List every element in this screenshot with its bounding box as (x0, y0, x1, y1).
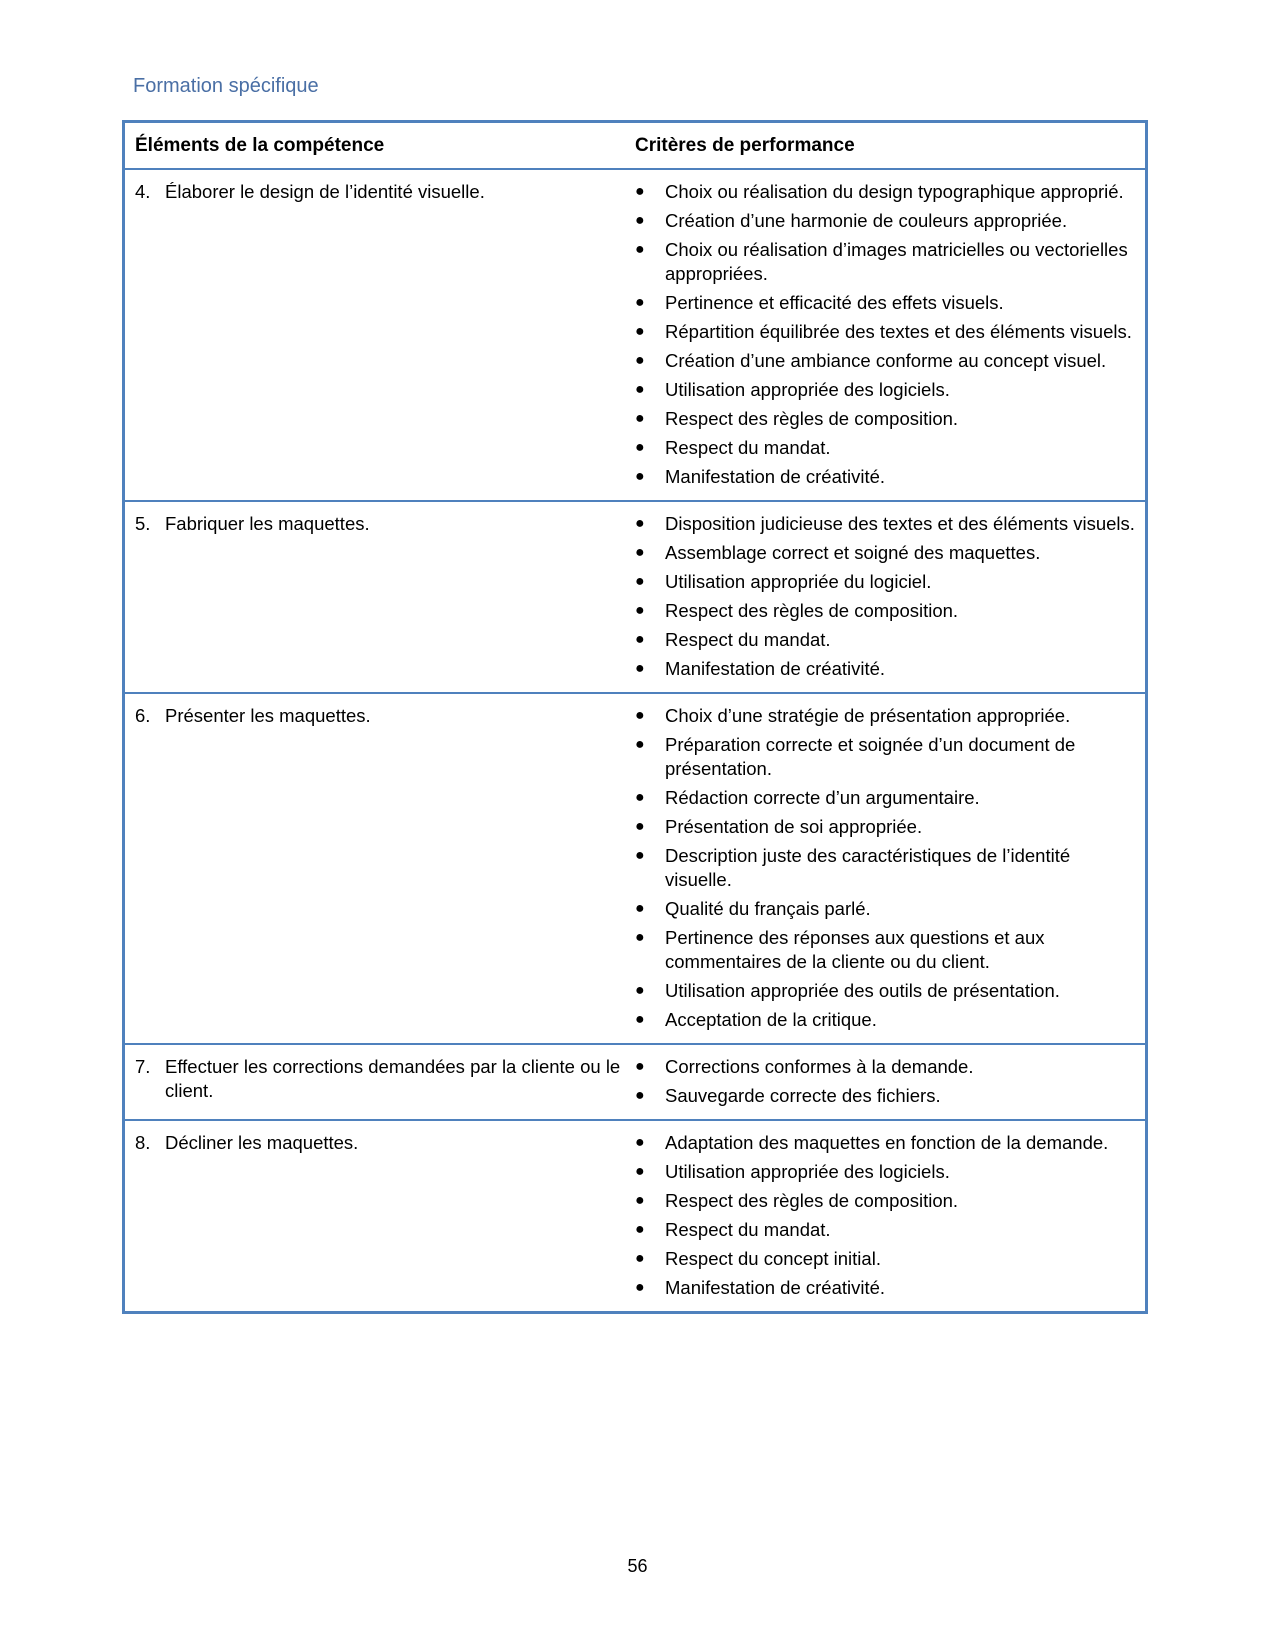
bullet-icon: ● (635, 183, 645, 200)
bullet-icon: ● (635, 544, 645, 561)
bullet-icon: ● (635, 736, 645, 753)
bullet-icon: ● (635, 1221, 645, 1238)
bullet-icon: ● (635, 241, 645, 258)
bullet-icon: ● (635, 515, 645, 532)
criteria-cell (635, 1121, 1145, 1311)
element-text: Effectuer les corrections demandées par la cliente ou le client. (165, 1056, 621, 1101)
criteria-item (635, 1084, 1137, 1108)
criteria-text: Présentation de soi appropriée. (665, 816, 923, 837)
criteria-item (635, 1160, 1137, 1184)
criteria-text: Choix ou réalisation d’images matricielles ou vectorielles appropriées. (665, 239, 1128, 284)
bullet-icon: ● (635, 602, 645, 619)
element-text: Décliner les maquettes. (165, 1132, 359, 1153)
criteria-text: Manifestation de créativité. (665, 466, 886, 487)
element-number: 6. (135, 705, 151, 726)
criteria-item (635, 926, 1137, 974)
bullet-icon: ● (635, 1163, 645, 1180)
bullet-icon: ● (635, 381, 645, 398)
criteria-cell (635, 502, 1145, 692)
bullet-icon: ● (635, 1011, 645, 1028)
bullet-icon: ● (635, 212, 645, 229)
element-text: Présenter les maquettes. (165, 705, 371, 726)
criteria-item (635, 657, 1137, 681)
criteria-list (635, 1055, 1137, 1108)
criteria-text: Manifestation de créativité. (665, 1277, 886, 1298)
table-row (125, 1119, 1145, 1311)
header-elements-label: Éléments de la compétence (135, 134, 385, 156)
criteria-item (635, 1008, 1137, 1032)
criteria-text: Respect du mandat. (665, 629, 831, 650)
criteria-text: Qualité du français parlé. (665, 898, 871, 919)
table-row (125, 500, 1145, 692)
criteria-item (635, 1218, 1137, 1242)
criteria-text: Pertinence des réponses aux questions et aux commentaires de la cliente ou du client. (665, 927, 1045, 972)
criteria-list (635, 704, 1137, 1032)
criteria-list (635, 1131, 1137, 1300)
element-cell (125, 1045, 635, 1119)
criteria-item (635, 815, 1137, 839)
criteria-text: Disposition judicieuse des textes et des éléments visuels. (665, 513, 1135, 534)
criteria-item (635, 1131, 1137, 1155)
criteria-text: Création d’une harmonie de couleurs appropriée. (665, 210, 1068, 231)
header-cell-elements (125, 135, 635, 157)
bullet-icon: ● (635, 1087, 645, 1104)
criteria-item (635, 209, 1137, 233)
criteria-item (635, 979, 1137, 1003)
element-number: 5. (135, 513, 151, 534)
criteria-item (635, 844, 1137, 892)
criteria-text: Description juste des caractéristiques de l’identité visuelle. (665, 845, 1071, 890)
criteria-item (635, 786, 1137, 810)
element-cell (125, 170, 635, 500)
criteria-list (635, 512, 1137, 681)
bullet-icon: ● (635, 818, 645, 835)
element-cell (125, 502, 635, 692)
bullet-icon: ● (635, 631, 645, 648)
criteria-text: Respect du mandat. (665, 437, 831, 458)
element-number: 7. (135, 1056, 151, 1077)
criteria-item (635, 291, 1137, 315)
criteria-list (635, 180, 1137, 489)
table-header-row (125, 123, 1145, 168)
criteria-item (635, 407, 1137, 431)
criteria-item (635, 733, 1137, 781)
criteria-text: Respect des règles de composition. (665, 600, 959, 621)
element-number: 4. (135, 181, 151, 202)
criteria-text: Adaptation des maquettes en fonction de la demande. (665, 1132, 1109, 1153)
criteria-text: Utilisation appropriée des logiciels. (665, 1161, 950, 1182)
criteria-text: Sauvegarde correcte des fichiers. (665, 1085, 941, 1106)
criteria-text: Pertinence et efficacité des effets visuels. (665, 292, 1004, 313)
bullet-icon: ● (635, 900, 645, 917)
criteria-text: Choix ou réalisation du design typographique approprié. (665, 181, 1124, 202)
bullet-icon: ● (635, 573, 645, 590)
criteria-text: Utilisation appropriée des logiciels. (665, 379, 950, 400)
criteria-text: Respect du concept initial. (665, 1248, 881, 1269)
header-cell-criteria (635, 135, 1145, 157)
bullet-icon: ● (635, 1058, 645, 1075)
criteria-text: Choix d’une stratégie de présentation appropriée. (665, 705, 1071, 726)
bullet-icon: ● (635, 929, 645, 946)
criteria-text: Respect des règles de composition. (665, 1190, 959, 1211)
criteria-text: Assemblage correct et soigné des maquettes. (665, 542, 1041, 563)
criteria-item (635, 1276, 1137, 1300)
competence-table (122, 120, 1148, 1314)
criteria-text: Acceptation de la critique. (665, 1009, 877, 1030)
criteria-cell (635, 1045, 1145, 1119)
criteria-item (635, 897, 1137, 921)
bullet-icon: ● (635, 1279, 645, 1296)
criteria-item (635, 1247, 1137, 1271)
criteria-text: Préparation correcte et soignée d’un document de présentation. (665, 734, 1076, 779)
criteria-item (635, 238, 1137, 286)
element-cell (125, 694, 635, 1043)
table-row (125, 168, 1145, 500)
bullet-icon: ● (635, 707, 645, 724)
criteria-item (635, 704, 1137, 728)
table-row (125, 692, 1145, 1043)
criteria-text: Respect du mandat. (665, 1219, 831, 1240)
criteria-text: Utilisation appropriée du logiciel. (665, 571, 932, 592)
criteria-text: Rédaction correcte d’un argumentaire. (665, 787, 980, 808)
bullet-icon: ● (635, 1250, 645, 1267)
criteria-cell (635, 170, 1145, 500)
bullet-icon: ● (635, 982, 645, 999)
criteria-item (635, 378, 1137, 402)
element-cell (125, 1121, 635, 1311)
criteria-item (635, 599, 1137, 623)
element-text: Élaborer le design de l’identité visuelle. (165, 181, 485, 202)
page-number: 56 (627, 1556, 648, 1576)
criteria-text: Manifestation de créativité. (665, 658, 886, 679)
bullet-icon: ● (635, 410, 645, 427)
criteria-item (635, 349, 1137, 373)
element-number: 8. (135, 1132, 151, 1153)
bullet-icon: ● (635, 439, 645, 456)
criteria-item (635, 320, 1137, 344)
section-title: Formation spécifique (133, 75, 319, 97)
criteria-cell (635, 694, 1145, 1043)
criteria-item (635, 436, 1137, 460)
bullet-icon: ● (635, 1192, 645, 1209)
criteria-text: Respect des règles de composition. (665, 408, 959, 429)
criteria-text: Utilisation appropriée des outils de présentation. (665, 980, 1060, 1001)
bullet-icon: ● (635, 789, 645, 806)
element-text: Fabriquer les maquettes. (165, 513, 370, 534)
bullet-icon: ● (635, 352, 645, 369)
criteria-text: Corrections conformes à la demande. (665, 1056, 974, 1077)
bullet-icon: ● (635, 294, 645, 311)
bullet-icon: ● (635, 1134, 645, 1151)
criteria-item (635, 180, 1137, 204)
criteria-item (635, 628, 1137, 652)
criteria-item (635, 512, 1137, 536)
bullet-icon: ● (635, 847, 645, 864)
criteria-item (635, 465, 1137, 489)
criteria-item (635, 1055, 1137, 1079)
bullet-icon: ● (635, 468, 645, 485)
criteria-item (635, 541, 1137, 565)
criteria-text: Création d’une ambiance conforme au concept visuel. (665, 350, 1107, 371)
criteria-item (635, 570, 1137, 594)
table-row (125, 1043, 1145, 1119)
bullet-icon: ● (635, 660, 645, 677)
criteria-item (635, 1189, 1137, 1213)
bullet-icon: ● (635, 323, 645, 340)
header-criteria-label: Critères de performance (635, 134, 855, 156)
criteria-text: Répartition équilibrée des textes et des éléments visuels. (665, 321, 1132, 342)
